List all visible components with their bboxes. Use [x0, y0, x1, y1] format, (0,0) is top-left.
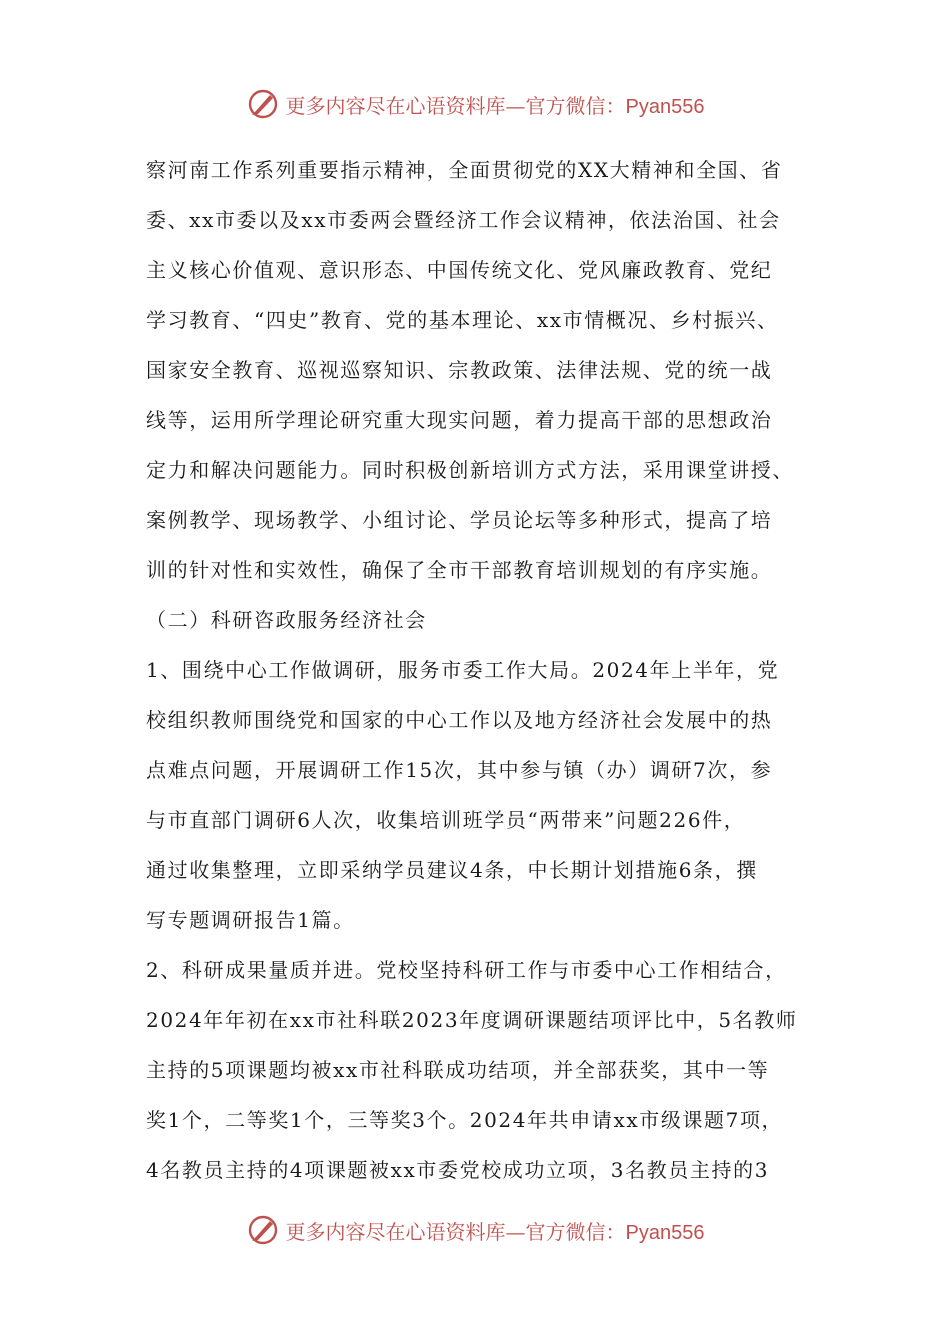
- watermark-text: [286, 90, 705, 119]
- body-line: 主持的5项课题均被xx市社科联成功结项，并全部获奖，其中一等: [146, 1058, 770, 1082]
- body-line: 委、xx市委以及xx市委两会暨经济工作会议精神，依法治国、社会: [146, 208, 781, 232]
- document-body: [146, 145, 826, 1195]
- footer-watermark-banner: [0, 1210, 950, 1250]
- body-line: 2、科研成果量质并进。党校坚持科研工作与市委中心工作相结合，: [146, 958, 787, 982]
- body-line: 点难点问题，开展调研工作15次，其中参与镇（办）调研7次，参: [146, 758, 773, 782]
- body-line: 通过收集整理，立即采纳学员建议4条，中长期计划措施6条，撰: [146, 858, 758, 882]
- body-line: 1、围绕中心工作做调研，服务市委工作大局。2024年上半年，党: [146, 658, 780, 682]
- watermark-text-cn: 更多内容尽在心语资料库—官方微信：: [285, 93, 626, 118]
- body-line: 训的针对性和实效性，确保了全市干部教育培训规划的有序实施。: [146, 558, 773, 582]
- pen-circle-logo-icon: [246, 87, 280, 121]
- watermark-text: [286, 1216, 705, 1245]
- header-watermark-banner: [0, 84, 950, 124]
- body-line: 与市直部门调研6人次，收集培训班学员“两带来”问题226件，: [146, 808, 746, 832]
- body-line: 主义核心价值观、意识形态、中国传统文化、党风廉政教育、党纪: [146, 258, 773, 282]
- body-line: 察河南工作系列重要指示精神，全面贯彻党的XX大精神和全国、省: [146, 158, 783, 182]
- body-line: 奖1个，二等奖1个，三等奖3个。2024年共申请xx市级课题7项，: [146, 1108, 784, 1132]
- body-line: 案例教学、现场教学、小组讨论、学员论坛等多种形式，提高了培: [146, 508, 773, 532]
- body-line: 定力和解决问题能力。同时积极创新培训方式方法，采用课堂讲授、: [146, 458, 794, 482]
- body-line: 4名教员主持的4项课题被xx市委党校成功立项，3名教员主持的3: [146, 1158, 770, 1182]
- body-line: 学习教育、“四史”教育、党的基本理论、xx市情概况、乡村振兴、: [146, 308, 779, 332]
- watermark-text-cn: 更多内容尽在心语资料库—官方微信：: [285, 1219, 626, 1244]
- body-line: 国家安全教育、巡视巡察知识、宗教政策、法律法规、党的统一战: [146, 358, 773, 382]
- watermark-wechat-id: Pyan556: [625, 1221, 705, 1244]
- body-line: 2024年年初在xx市社科联2023年度调研课题结项评比中，5名教师: [146, 1008, 798, 1032]
- body-line: 线等，运用所学理论研究重大现实问题，着力提高干部的思想政治: [146, 408, 773, 432]
- watermark-wechat-id: Pyan556: [625, 95, 705, 118]
- body-line: 校组织教师围绕党和国家的中心工作以及地方经济社会发展中的热: [146, 708, 773, 732]
- pen-circle-logo-icon: [246, 1213, 280, 1247]
- body-line: 写专题调研报告1篇。: [146, 908, 355, 932]
- section-heading: （二）科研咨政服务经济社会: [146, 608, 427, 632]
